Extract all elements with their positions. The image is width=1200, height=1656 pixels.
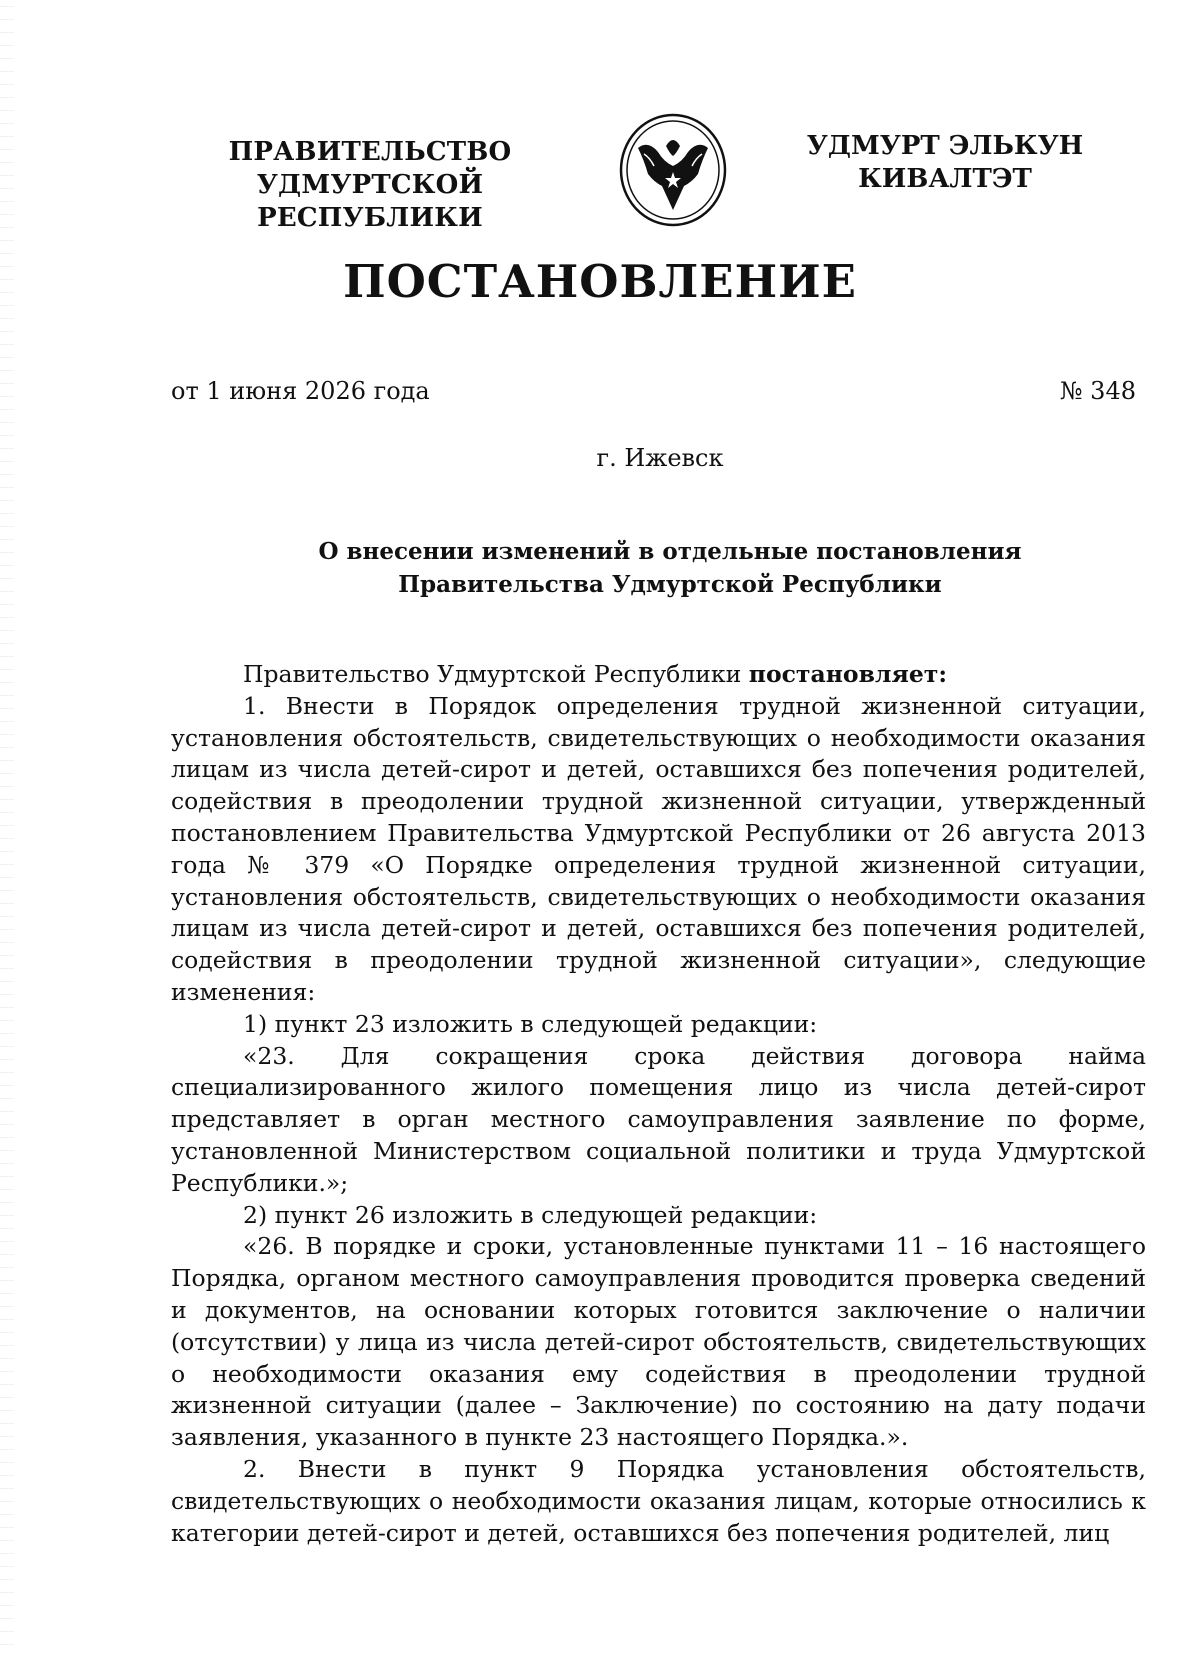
scan-edge [0,0,14,1656]
document-body [171,659,1146,1549]
document-type: ПОСТАНОВЛЕНИЕ [343,255,857,308]
title-line: Правительства Удмуртской Республики [398,571,942,598]
issuer-name-udmurt [800,130,1090,196]
document-header [0,130,1200,240]
body-paragraph: 1. Внести в Порядок определения трудной жизненной ситуации, установления обстоятельств, свидетельствующих о необходимости оказания лицам из числа детей-сирот и детей, оставшихся без попечения родителей, содействия в преодолении трудной жизненной ситуации, утвержденный постановлением Правительства Удмуртской Республики от 26 августа 2013 года № 379 «О Порядке определения трудной жизненной ситуации, установления обстоятельств, свидетельствующих о необходимости оказания лицам из числа детей-сирот и детей, оставшихся без попечения родителей, содействия в преодолении трудной жизненной ситуации», следующие изменения: [171,691,1146,1006]
issuer-line: УДМУРТ ЭЛЬКУН [806,131,1084,161]
document-date: от 1 июня 2026 года [171,377,430,405]
document-city: г. Ижевск [596,444,724,472]
intro-text: Правительство Удмуртской Республики [243,660,749,688]
intro-verb: постановляет: [748,660,948,688]
body-paragraph: 1) пункт 23 изложить в следующей редакции: [243,1009,818,1038]
issuer-line: ПРАВИТЕЛЬСТВО [228,137,512,167]
document-number: № 348 [1059,377,1136,405]
document-title [280,535,1060,601]
coat-of-arms-udmurtia-icon [614,110,732,230]
body-paragraph: «23. Для сокращения срока действия договора найма специализированного жилого помещения лицо из числа детей-сирот представляет в орган местного самоуправления заявление по форме, установленной Министерством социальной политики и труда Удмуртской Республики.»; [171,1041,1146,1197]
issuer-line: УДМУРТСКОЙ РЕСПУБЛИКИ [256,170,484,233]
intro-paragraph [171,659,1146,691]
title-line: О внесении изменений в отдельные постановления [318,538,1022,565]
body-paragraph: «26. В порядке и сроки, установленные пунктами 11 – 16 настоящего Порядка, органом местного самоуправления проводится проверка сведений и документов, на основании которых готовится заключение о наличии (отсутствии) у лица из числа детей-сирот обстоятельств, свидетельствующих о необходимости оказания ему содействия в преодолении трудной жизненной ситуации (далее – Заключение) по состоянию на дату подачи заявления, указанного в пункте 23 настоящего Порядка.». [171,1232,1146,1452]
issuer-name-russian [160,136,580,235]
issuer-line: КИВАЛТЭТ [858,164,1032,194]
document-meta [171,377,1136,407]
body-paragraph: 2. Внести в пункт 9 Порядка установления обстоятельств, свидетельствующих о необходимости оказания лицам, которые относились к категории детей-сирот и детей, оставшихся без попечения родителей, лиц [171,1454,1146,1547]
body-paragraph: 2) пункт 26 изложить в следующей редакции: [243,1200,818,1229]
